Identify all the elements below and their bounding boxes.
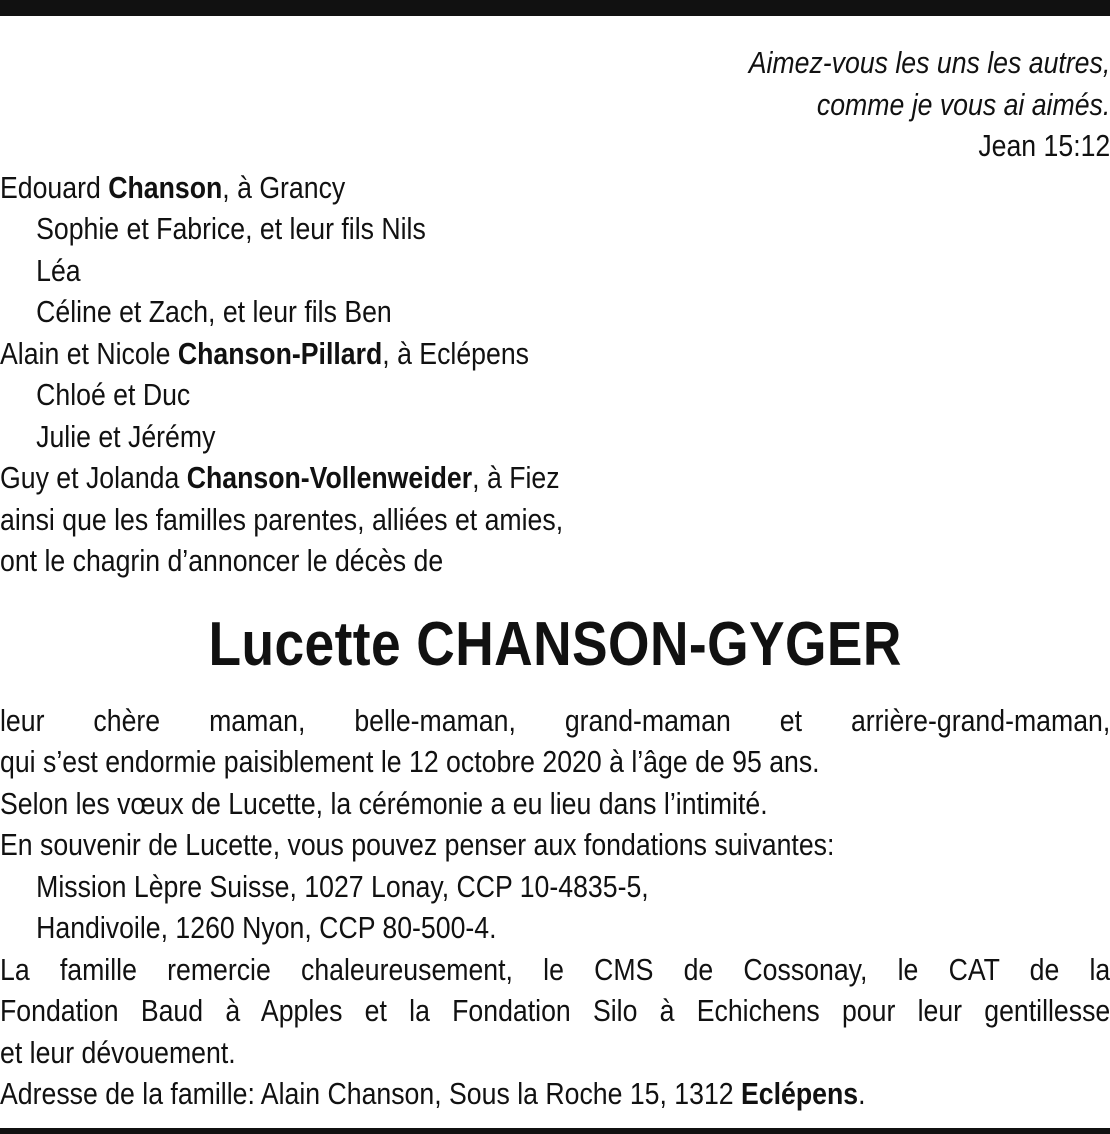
family-surname: Chanson-Pillard — [177, 335, 383, 371]
epigraph-line-2: comme je vous ai aimés. — [816, 86, 1110, 122]
top-border-rule — [0, 0, 1110, 16]
family-member-alain — [0, 333, 1110, 375]
body-line: leur chère maman, belle-maman, grand-maman et arrière-grand-maman, — [0, 702, 1110, 738]
foundation-line: Handivoile, 1260 Nyon, CCP 80-500-4. — [36, 910, 497, 945]
body-line: En souvenir de Lucette, vous pouvez penser aux fondations suivantes: — [0, 827, 835, 862]
body-line: La famille remercie chaleureusement, le CMS de Cossonay, le CAT de la — [0, 951, 1110, 987]
address-end: . — [858, 1076, 866, 1111]
epigraph-line-1: Aimez-vous les uns les autres, — [748, 45, 1110, 80]
bottom-border-rule — [0, 1128, 1110, 1134]
family-prefix: Alain et Nicole — [0, 335, 178, 371]
body-line: et leur dévouement. — [0, 1034, 236, 1070]
family-address — [0, 1073, 1110, 1115]
epigraph-reference: Jean 15:12 — [978, 128, 1110, 163]
family-surname: Chanson-Vollenweider — [186, 460, 473, 495]
family-member-guy — [0, 457, 1110, 499]
grandchild-line: Sophie et Fabrice, et leur fils Nils — [36, 211, 426, 246]
family-location: , à Fiez — [472, 460, 560, 495]
family-prefix: Edouard — [0, 169, 109, 205]
notice-body — [0, 700, 1110, 1115]
epigraph — [0, 42, 1110, 167]
address-city: Eclépens — [741, 1076, 859, 1111]
family-prefix: Guy et Jolanda — [0, 460, 187, 495]
grandchild-line: Céline et Zach, et leur fils Ben — [36, 294, 392, 329]
foundation-line: Mission Lèpre Suisse, 1027 Lonay, CCP 10-4835-5, — [36, 868, 649, 904]
deceased-name: Lucette CHANSON-GYGER — [208, 609, 902, 679]
address-text: Adresse de la famille: Alain Chanson, Sous la Roche 15, 1312 — [0, 1076, 742, 1111]
grandchild-line: Julie et Jérémy — [36, 418, 216, 454]
family-location: , à Eclépens — [382, 335, 529, 371]
body-line: Selon les vœux de Lucette, la cérémonie a eu lieu dans l’intimité. — [0, 785, 768, 821]
extended-family-line: ainsi que les familles parentes, alliées et amies, — [0, 501, 564, 537]
obituary-notice — [0, 42, 1110, 1115]
grandchild-line: Léa — [36, 252, 81, 288]
family-list — [0, 167, 1110, 582]
announcement-line: ont le chagrin d’annoncer le décès de — [0, 543, 444, 578]
family-member-edouard — [0, 167, 1110, 209]
grandchild-line: Chloé et Duc — [36, 377, 191, 412]
family-location: , à Grancy — [222, 169, 346, 205]
body-line: Fondation Baud à Apples et la Fondation Silo à Echichens pour leur gentillesse — [0, 993, 1110, 1028]
family-surname: Chanson — [108, 169, 223, 205]
body-line: qui s’est endormie paisiblement le 12 octobre 2020 à l’âge de 95 ans. — [0, 744, 820, 779]
